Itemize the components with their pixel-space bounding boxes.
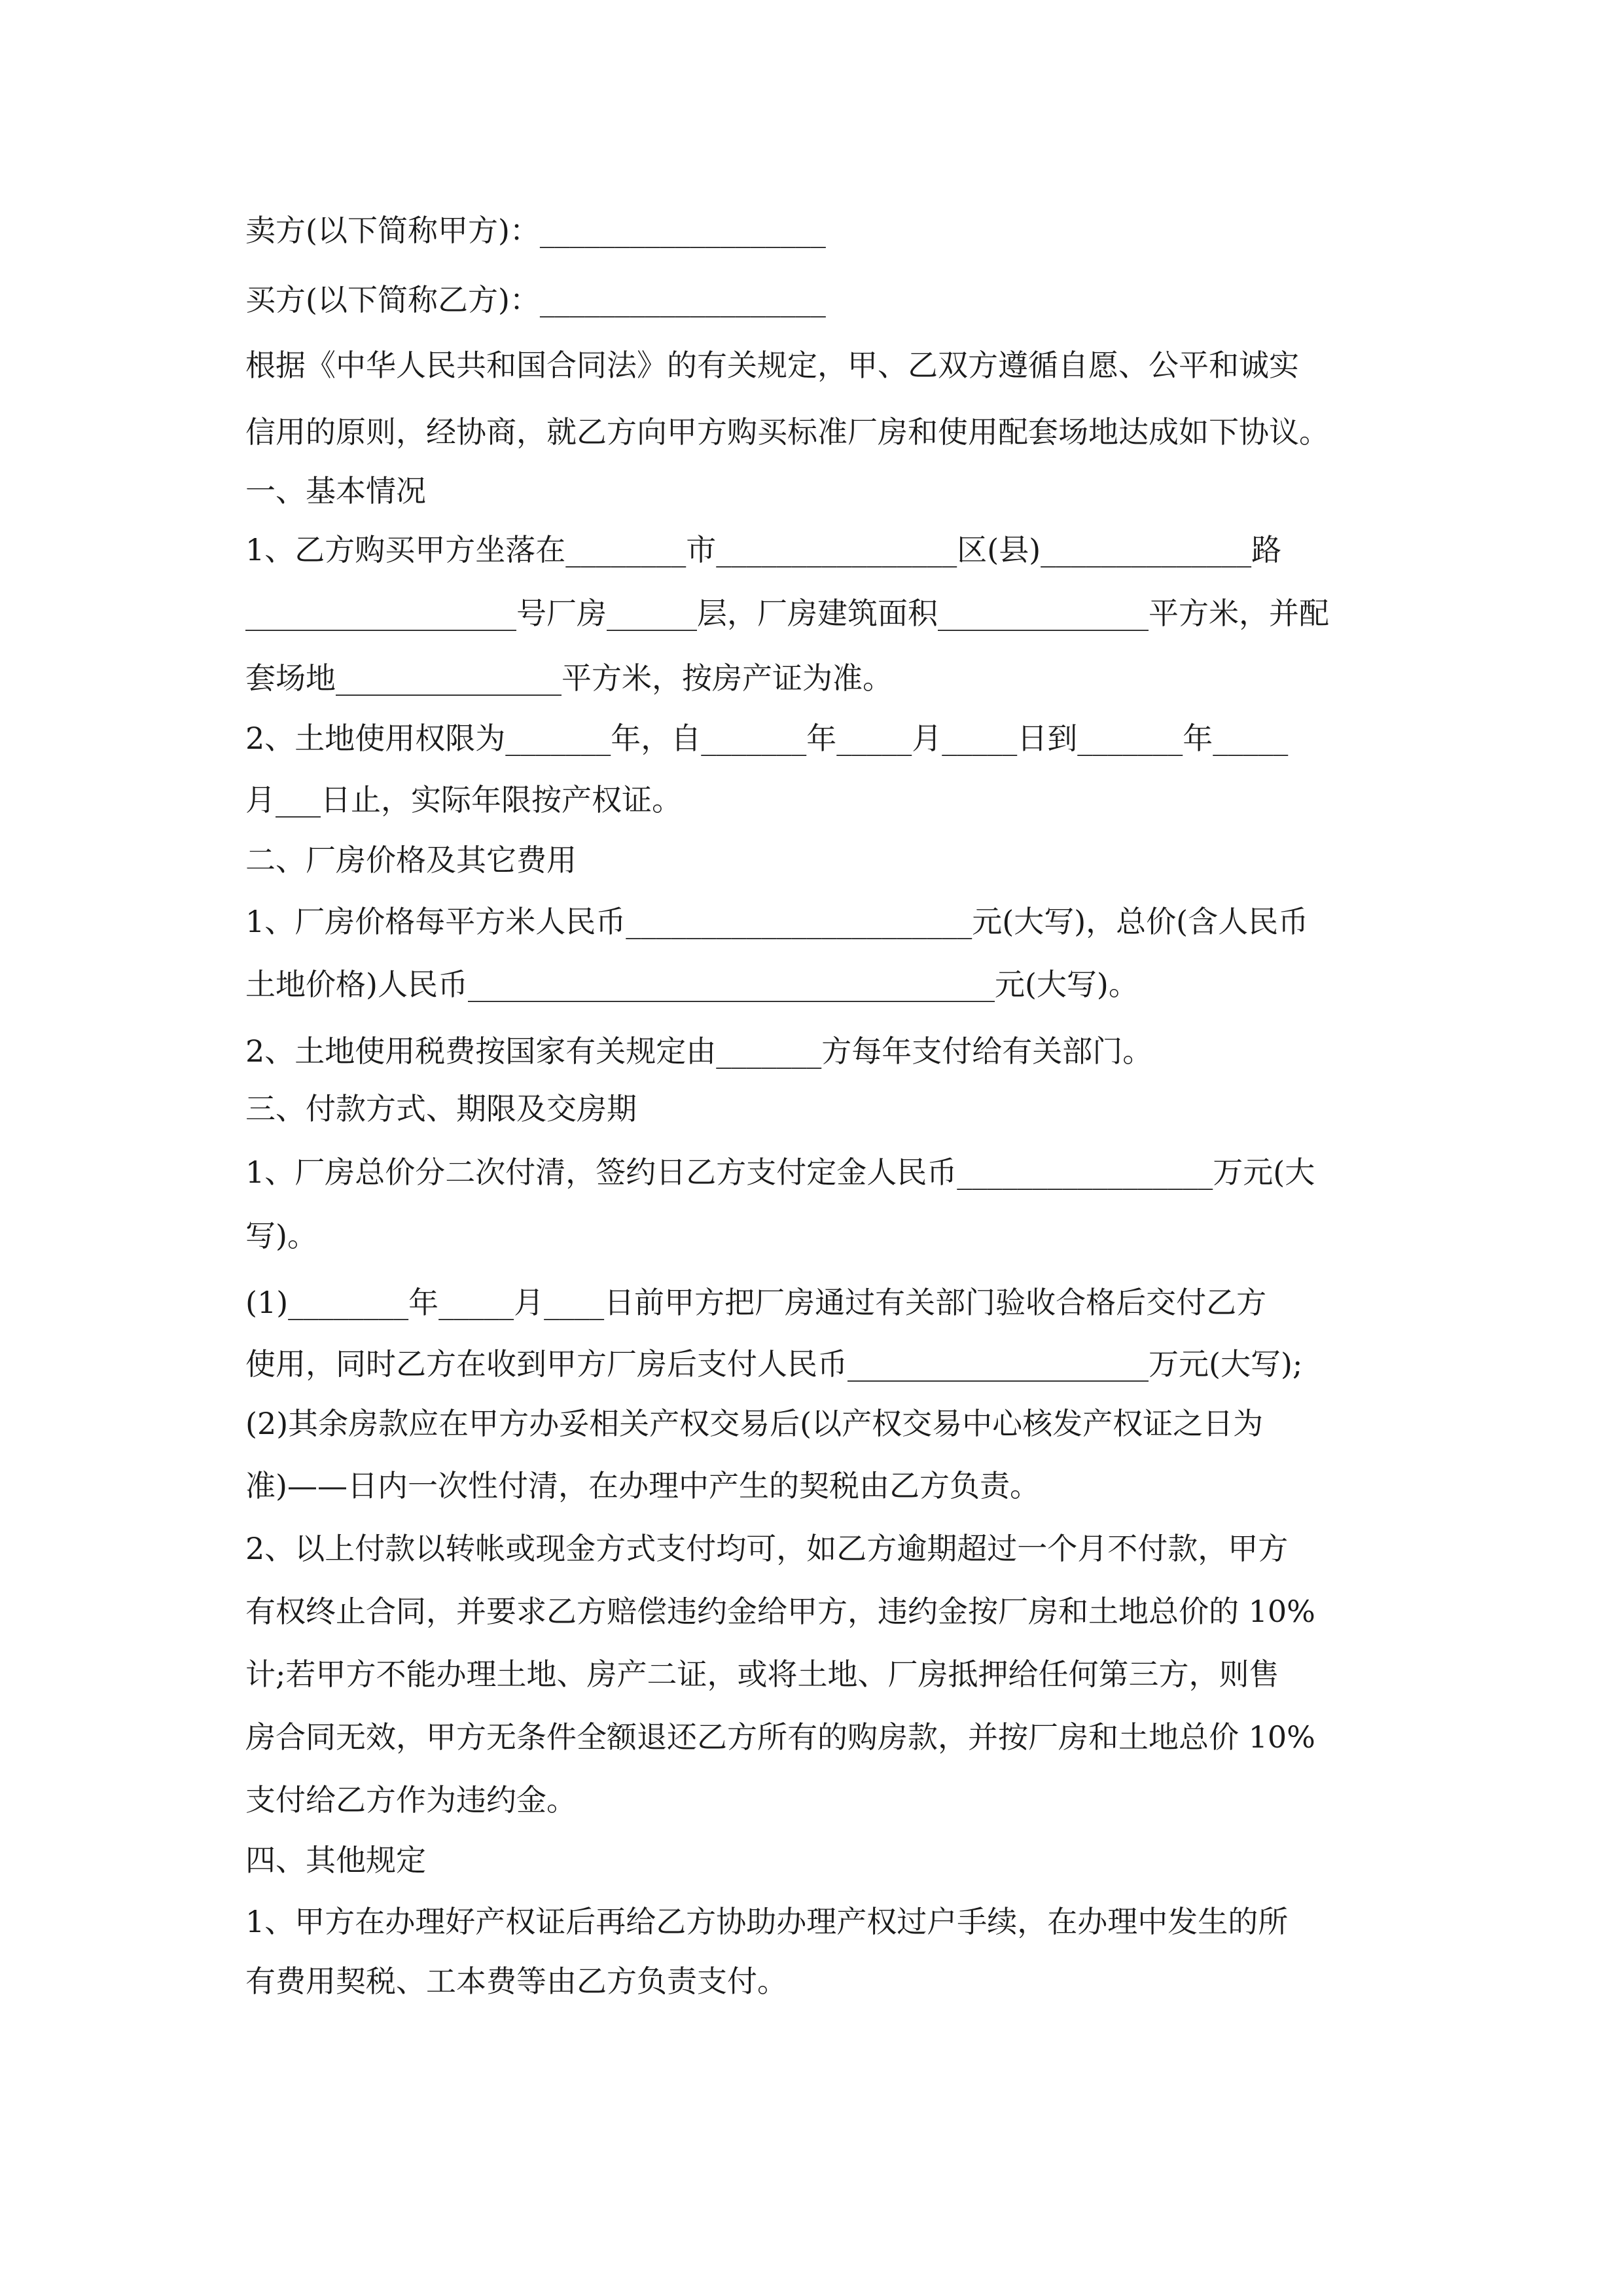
clause-3-2-line-1: 2、以上付款以转帐或现金方式支付均可，如乙方逾期超过一个月不付款，甲方 — [245, 1531, 1289, 1566]
clause-2-1-line-1: 1、厂房价格每平方米人民币_______________________元(大写)，总价(含人民币 — [245, 904, 1309, 939]
clause-1-2-line-1: 2、土地使用权限为_______年，自_______年_____月_____日到_______年_____ — [245, 721, 1289, 756]
clause-3-1-sub-2-line-1: (2)其余房款应在甲方办妥相关产权交易后(以产权交易中心核发产权证之日为 — [245, 1406, 1264, 1441]
clause-1-1-line-3: 套场地_______________平方米，按房产证为准。 — [245, 660, 893, 696]
clause-2-2: 2、土地使用税费按国家有关规定由_______方每年支付给有关部门。 — [245, 1033, 1153, 1069]
buyer-line: 买方(以下简称乙方)：___________________ — [245, 282, 826, 317]
clause-3-2-line-5: 支付给乙方作为违约金。 — [245, 1782, 577, 1818]
clause-4-1-line-1: 1、甲方在办理好产权证后再给乙方协助办理产权过户手续，在办理中发生的所 — [245, 1904, 1289, 1939]
clause-4-1-line-2: 有费用契税、工本费等由乙方负责支付。 — [245, 1964, 787, 1999]
section-heading-payment: 三、付款方式、期限及交房期 — [245, 1091, 637, 1126]
clause-2-1-line-2: 土地价格)人民币___________________________________元(大写)。 — [245, 967, 1139, 1002]
clause-3-1-sub-1-line-2: 使用，同时乙方在收到甲方厂房后支付人民币____________________万元(大写); — [245, 1346, 1303, 1382]
clause-3-1-sub-2-line-2: 准)——日内一次性付清，在办理中产生的契税由乙方负责。 — [245, 1468, 1040, 1503]
preamble-line-2: 信用的原则，经协商，就乙方向甲方购买标准厂房和使用配套场地达成如下协议。 — [245, 414, 1329, 450]
clause-1-1-line-1: 1、乙方购买甲方坐落在________市________________区(县)______________路 — [245, 532, 1282, 567]
section-heading-other: 四、其他规定 — [245, 1842, 426, 1878]
clause-3-2-line-3: 计;若甲方不能办理土地、房产二证，或将土地、厂房抵押给任何第三方，则售 — [245, 1657, 1279, 1692]
clause-1-2-line-2: 月___日止，实际年限按产权证。 — [245, 782, 682, 817]
section-heading-basic: 一、基本情况 — [245, 473, 426, 509]
clause-3-1-line-2: 写)。 — [245, 1218, 317, 1253]
seller-line: 卖方(以下简称甲方)：___________________ — [245, 213, 826, 248]
preamble-line-1: 根据《中华人民共和国合同法》的有关规定，甲、乙双方遵循自愿、公平和诚实 — [245, 348, 1299, 383]
clause-3-1-sub-1-line-1: (1)________年_____月____日前甲方把厂房通过有关部门验收合格后交付乙方 — [245, 1285, 1267, 1320]
clause-3-1-line-1: 1、厂房总价分二次付清，签约日乙方支付定金人民币_________________万元(大 — [245, 1155, 1315, 1190]
clause-1-1-line-2: __________________号厂房______层，厂房建筑面积______________平方米，并配 — [245, 596, 1329, 631]
section-heading-price: 二、厂房价格及其它费用 — [245, 842, 577, 878]
clause-3-2-line-4: 房合同无效，甲方无条件全额退还乙方所有的购房款，并按厂房和土地总价 10% — [245, 1719, 1315, 1755]
clause-3-2-line-2: 有权终止合同，并要求乙方赔偿违约金给甲方，违约金按厂房和土地总价的 10% — [245, 1594, 1315, 1629]
